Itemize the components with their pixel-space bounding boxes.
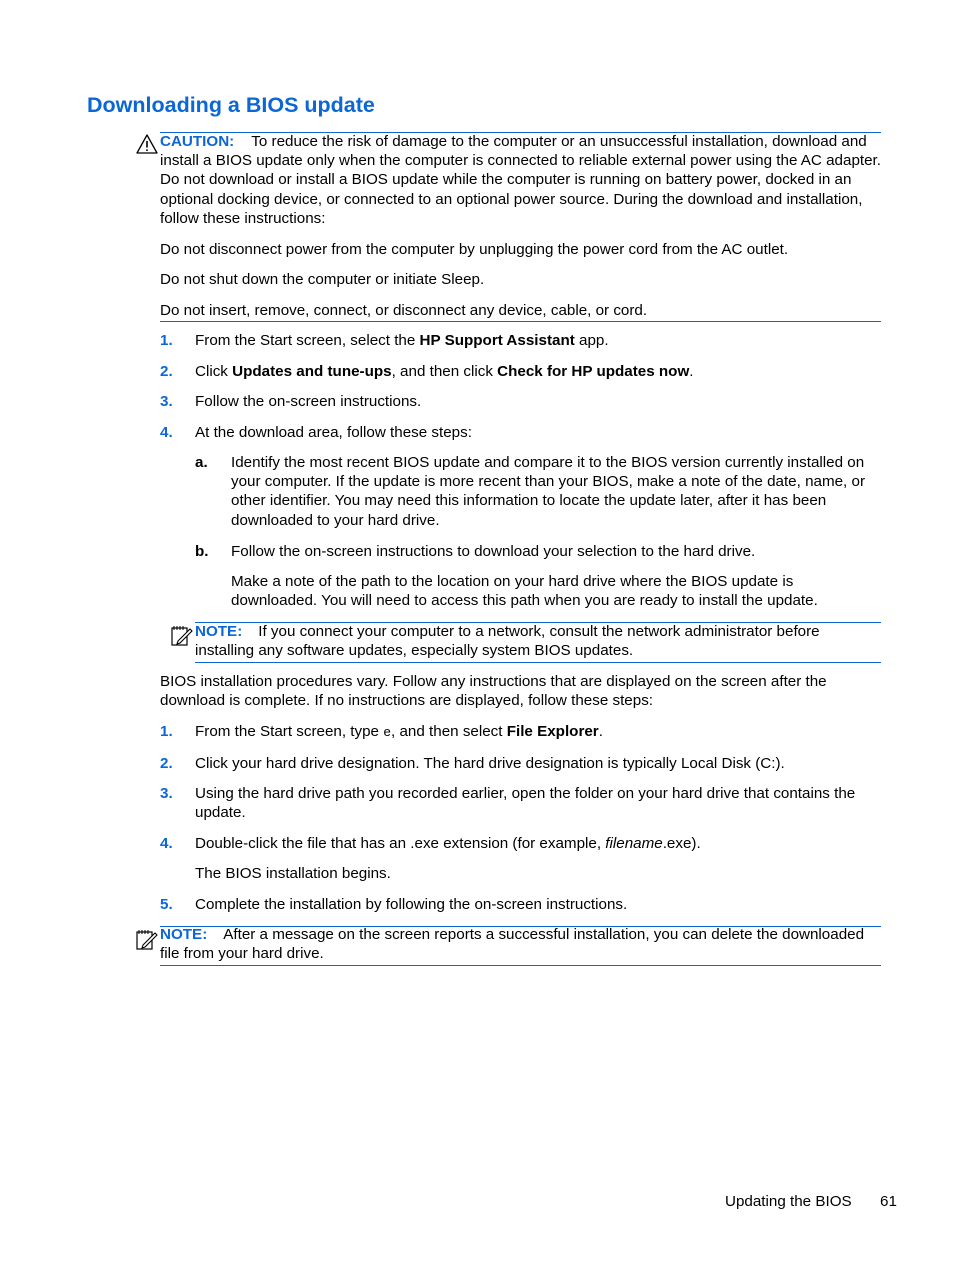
install-step4-pre: Double-click the file that has an .exe extension (for example, xyxy=(195,835,606,852)
page-title: Downloading a BIOS update xyxy=(87,93,375,117)
note-icon xyxy=(135,928,159,957)
install-step2-text: Click your hard drive designation. The hard drive designation is typically Local Disk (C:). xyxy=(195,755,785,772)
page-number: 61 xyxy=(880,1193,897,1210)
step1-pre: From the Start screen, select the xyxy=(195,332,420,349)
note2-bottom-rule xyxy=(160,965,881,966)
install-step5-number: 5. xyxy=(160,896,173,913)
install-step4-text xyxy=(195,834,881,853)
warning-triangle-icon xyxy=(136,134,158,159)
install-step4-post: .exe). xyxy=(662,835,701,852)
note-icon xyxy=(170,624,194,653)
install-step1-mid: , and then select xyxy=(391,723,507,740)
install-step3-number: 3. xyxy=(160,785,173,802)
step1-bold: HP Support Assistant xyxy=(419,332,575,349)
step2-text xyxy=(195,362,881,381)
install-step5-text: Complete the installation by following the on-screen instructions. xyxy=(195,896,628,913)
step2-bold2: Check for HP updates now xyxy=(497,363,690,380)
note1-bottom-rule xyxy=(195,662,881,663)
install-step4-note: The BIOS installation begins. xyxy=(195,865,391,882)
step2-number: 2. xyxy=(160,363,173,380)
step2-bold: Updates and tune-ups xyxy=(232,363,392,380)
caution-device-text: Do not insert, remove, connect, or disconnect any device, cable, or cord. xyxy=(160,302,648,319)
step1-number: 1. xyxy=(160,332,173,349)
install-step1-key: e xyxy=(383,725,392,740)
note2-text: After a message on the screen reports a successful installation, you can delete the downloaded file from your hard drive. xyxy=(160,926,865,963)
note1-paragraph xyxy=(195,622,881,660)
caution-label: CAUTION: xyxy=(160,133,235,150)
install-step1-text xyxy=(195,722,881,742)
caution-sleep-text: Do not shut down the computer or initiate Sleep. xyxy=(160,271,485,288)
step4-number: 4. xyxy=(160,424,173,441)
install-step1-post: . xyxy=(598,723,603,740)
substep-b-note: Make a note of the path to the location on your hard drive where the BIOS update is downloaded. You will need to access this path when you are ready to install the update. xyxy=(231,573,818,610)
caution-text: To reduce the risk of damage to the computer or an unsuccessful installation, download and install a BIOS update only when the computer is connected to reliable external power using the AC adapter. Do not download or install a BIOS update while the computer is running on battery power, docked in an optional docking device, or connected to an optional power source. During the download and installation, follow these instructions: xyxy=(160,133,881,227)
install-step1-number: 1. xyxy=(160,723,173,740)
step2-pre: Click xyxy=(195,363,233,380)
caution-power-text: Do not disconnect power from the computer by unplugging the power cord from the AC outlet. xyxy=(160,241,789,258)
install-step2-number: 2. xyxy=(160,755,173,772)
note2-label: NOTE: xyxy=(160,926,208,943)
install-step4-italic: filename xyxy=(605,835,663,852)
step2-post: . xyxy=(689,363,694,380)
substep-b-text: Follow the on-screen instructions to download your selection to the hard drive. xyxy=(231,543,756,560)
step4-text: At the download area, follow these steps: xyxy=(195,424,472,441)
install-step4-number: 4. xyxy=(160,835,173,852)
step1-post: app. xyxy=(574,332,609,349)
install-intro: BIOS installation procedures vary. Follow any instructions that are displayed on the screen after the download is complete. If no instructions are displayed, follow these steps: xyxy=(160,673,827,710)
substep-b-label: b. xyxy=(195,543,209,560)
step2-mid: , and then click xyxy=(391,363,498,380)
step3-number: 3. xyxy=(160,393,173,410)
caution-bottom-rule xyxy=(160,321,881,322)
note2-paragraph xyxy=(160,925,881,963)
install-step1-bold: File Explorer xyxy=(506,723,599,740)
step1-text xyxy=(195,331,881,350)
install-step3-text: Using the hard drive path you recorded earlier, open the folder on your hard drive that contains the update. xyxy=(195,785,856,822)
install-step1-pre: From the Start screen, type xyxy=(195,723,384,740)
substep-a-label: a. xyxy=(195,454,208,471)
note1-text: If you connect your computer to a network, consult the network administrator before installing any software updates, especially system BIOS updates. xyxy=(195,623,820,660)
caution-paragraph xyxy=(160,132,881,228)
footer-section-title: Updating the BIOS xyxy=(725,1193,852,1210)
note1-label: NOTE: xyxy=(195,623,243,640)
step3-text: Follow the on-screen instructions. xyxy=(195,393,422,410)
substep-a-text: Identify the most recent BIOS update and compare it to the BIOS version currently installed on your computer. If the update is more recent than your BIOS, make a note of the date, name, or other identifier. You may need this information to locate the update later, after it has been downloaded to your hard drive. xyxy=(231,454,866,529)
